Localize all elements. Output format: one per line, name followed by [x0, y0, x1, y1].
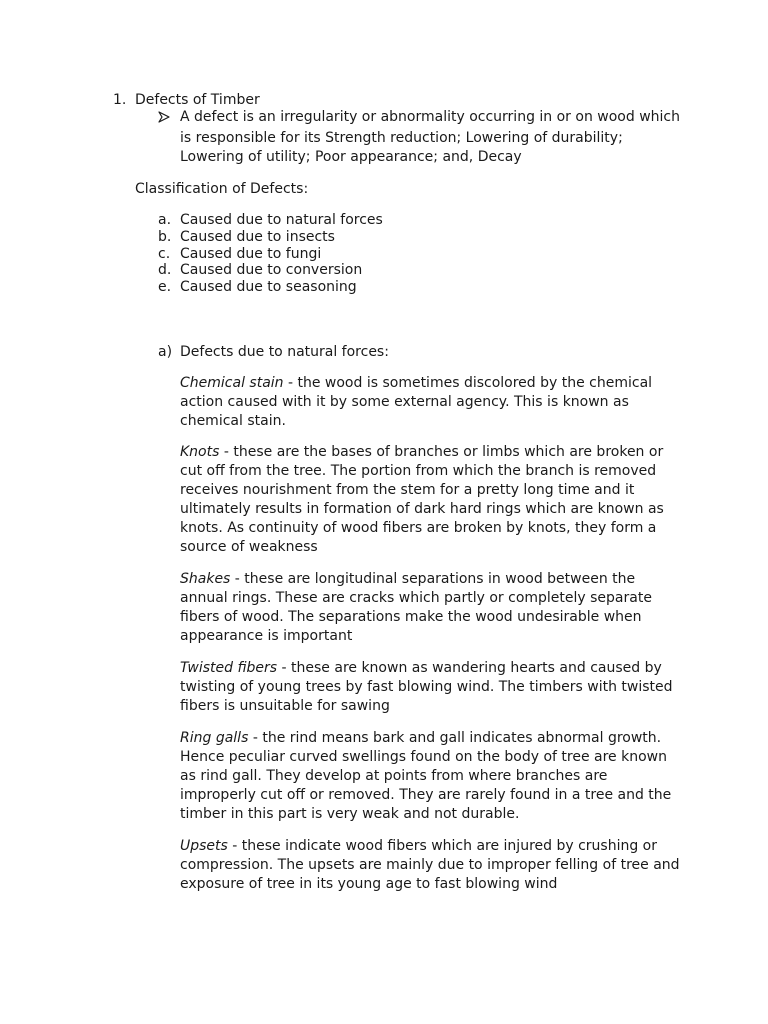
defect-term: Chemical stain: [180, 375, 284, 391]
page-title: Defects of Timber: [135, 92, 260, 108]
list-marker: b.: [158, 229, 172, 245]
list-item: Caused due to seasoning: [180, 279, 357, 295]
defect-first-line: [180, 570, 635, 589]
arrow-bullet-icon: [158, 111, 170, 123]
defect-line: twisting of young trees by fast blowing wind. The timbers with twisted: [180, 679, 673, 695]
list-marker: c.: [158, 246, 171, 262]
defect-line: timber in this part is very weak and not durable.: [180, 806, 520, 822]
list-item: Caused due to insects: [180, 229, 335, 245]
heading-number: 1.: [113, 92, 127, 108]
defect-first-line: [180, 659, 662, 678]
defect-line: knots. As continuity of wood fibers are broken by knots, they form a: [180, 520, 657, 536]
defect-term: Twisted fibers: [180, 660, 278, 676]
list-item: Caused due to natural forces: [180, 212, 383, 228]
defect-line: improperly cut off or removed. They are rarely found in a tree and the: [180, 787, 672, 803]
defect-line: action caused with it by some external agency. This is known as: [180, 394, 629, 410]
defect-line: fibers is unsuitable for sawing: [180, 698, 390, 714]
defect-text: - these indicate wood fibers which are injured by crushing or: [227, 838, 658, 854]
defect-line: ultimately results in formation of dark hard rings which are known as: [180, 501, 664, 517]
list-item: Caused due to fungi: [180, 246, 322, 262]
defect-line: receives nourishment from the stem for a pretty long time and it: [180, 482, 635, 498]
defect-line: compression. The upsets are mainly due to improper felling of tree and: [180, 857, 680, 873]
defect-line: fibers of wood. The separations make the wood undesirable when: [180, 609, 642, 625]
classification-title: Classification of Defects:: [135, 181, 309, 197]
list-marker: d.: [158, 262, 172, 278]
definition-line-3: Lowering of utility; Poor appearance; and, Decay: [180, 149, 522, 165]
defect-line: appearance is important: [180, 628, 353, 644]
defect-text: - these are longitudinal separations in wood between the: [230, 571, 636, 587]
defect-term: Knots: [180, 444, 220, 460]
defect-text: - these are the bases of branches or limbs which are broken or: [219, 444, 664, 460]
list-item: Caused due to conversion: [180, 262, 363, 278]
defect-text: - the wood is sometimes discolored by the chemical: [283, 375, 653, 391]
defect-first-line: [180, 443, 663, 462]
list-marker: a.: [158, 212, 172, 228]
section-title: Defects due to natural forces:: [180, 344, 389, 360]
defect-line: exposure of tree in its young age to fast blowing wind: [180, 876, 558, 892]
definition-line-1: A defect is an irregularity or abnormality occurring in or on wood which: [180, 109, 680, 125]
defect-term: Upsets: [180, 838, 228, 854]
definition-line-2: is responsible for its Strength reduction; Lowering of durability;: [180, 130, 623, 146]
defect-line: source of weakness: [180, 539, 318, 555]
defect-first-line: [180, 837, 657, 856]
defect-line: cut off from the tree. The portion from which the branch is removed: [180, 463, 657, 479]
defect-line: annual rings. These are cracks which partly or completely separate: [180, 590, 652, 606]
defect-term: Ring galls: [180, 730, 249, 746]
defect-line: as rind gall. They develop at points from where branches are: [180, 768, 608, 784]
defect-text: - these are known as wandering hearts and caused by: [277, 660, 662, 676]
list-marker: e.: [158, 279, 172, 295]
defect-first-line: [180, 374, 652, 393]
section-marker: a): [158, 344, 173, 360]
defect-line: chemical stain.: [180, 413, 286, 429]
defect-first-line: [180, 729, 661, 748]
defect-line: Hence peculiar curved swellings found on the body of tree are known: [180, 749, 667, 765]
defect-term: Shakes: [180, 571, 231, 587]
defect-text: - the rind means bark and gall indicates abnormal growth.: [248, 730, 662, 746]
